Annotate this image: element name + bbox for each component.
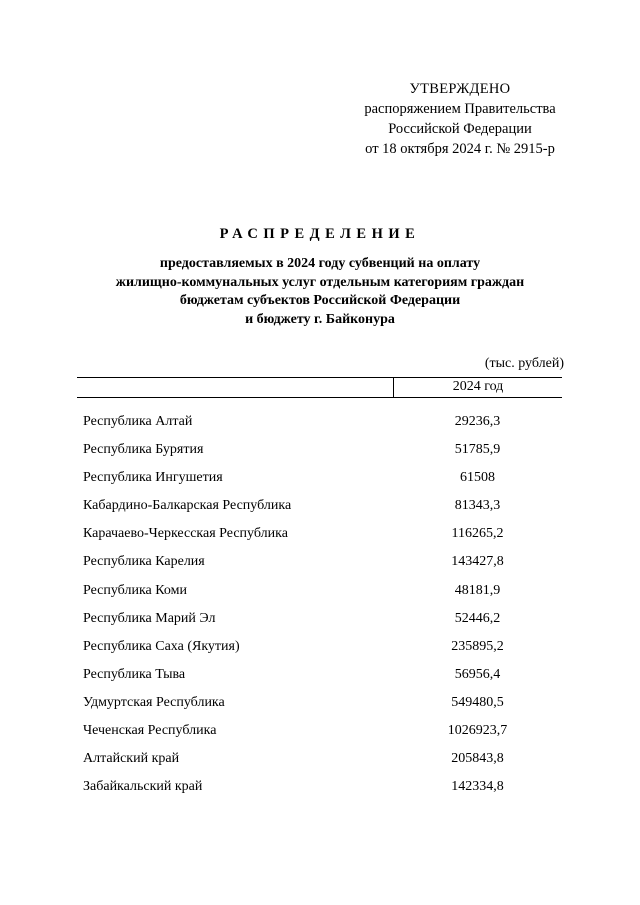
region-name: Республика Карелия	[83, 554, 205, 570]
table-row	[83, 667, 562, 695]
subsidy-value: 51785,9	[454, 442, 501, 458]
table-row	[83, 498, 562, 526]
approval-line-1: распоряжением Правительства	[364, 101, 556, 117]
subsidy-value: 143427,8	[451, 554, 504, 570]
approval-stamp	[340, 79, 580, 159]
approval-title: УТВЕРЖДЕНО	[409, 81, 511, 97]
heading-line-2: жилищно-коммунальных услуг отдельным категориям граждан	[115, 274, 525, 290]
approval-line-2: Российской Федерации	[388, 121, 532, 137]
subsidy-value: 29236,3	[454, 414, 501, 429]
region-name: Забайкальский край	[83, 779, 203, 795]
document-title: РАСПРЕДЕЛЕНИЕ	[219, 226, 421, 242]
table-row	[83, 470, 562, 498]
subsidy-value: 1026923,7	[447, 723, 508, 739]
region-name: Республика Марий Эл	[83, 610, 216, 626]
units-label: (тыс. рублей)	[484, 356, 564, 371]
column-header-year: 2024 год	[452, 379, 504, 394]
subsidy-value: 81343,3	[454, 498, 501, 514]
table-row	[83, 414, 562, 442]
region-name: Кабардино-Балкарская Республика	[83, 498, 292, 514]
subsidy-value: 205843,8	[451, 751, 504, 767]
table-row	[83, 526, 562, 554]
region-name: Республика Ингушетия	[83, 470, 223, 486]
table-row	[83, 639, 562, 667]
table-row	[83, 779, 562, 807]
region-name: Республика Алтай	[83, 414, 193, 429]
document-heading	[0, 226, 640, 329]
table-row	[83, 611, 562, 639]
table-row	[83, 695, 562, 723]
heading-line-3: бюджетам субъектов Российской Федерации	[179, 293, 461, 308]
subsidy-value: 549480,5	[451, 694, 504, 710]
approval-line-3: от 18 октября 2024 г. № 2915-р	[365, 141, 555, 157]
region-name: Карачаево-Черкесская Республика	[83, 526, 288, 542]
subsidy-value: 142334,8	[451, 779, 504, 795]
subsidy-value: 61508	[460, 470, 495, 486]
region-name: Республика Коми	[83, 582, 187, 598]
region-name: Республика Тыва	[83, 666, 186, 682]
region-name: Алтайский край	[83, 751, 180, 767]
region-name: Республика Саха (Якутия)	[83, 638, 240, 654]
heading-line-1: предоставляемых в 2024 году субвенций на оплату	[159, 256, 481, 271]
table-row	[83, 442, 562, 470]
subsidy-value: 116265,2	[451, 526, 504, 542]
region-name: Удмуртская Республика	[83, 694, 225, 710]
table-header	[77, 377, 562, 398]
table-body	[83, 414, 562, 807]
table-row	[83, 751, 562, 779]
table-row	[83, 583, 562, 611]
subsidy-value: 56956,4	[454, 666, 501, 682]
subsidy-value: 52446,2	[454, 610, 501, 626]
table-row	[83, 554, 562, 582]
subsidy-value: 235895,2	[451, 638, 504, 654]
region-name: Республика Бурятия	[83, 442, 204, 458]
table-row	[83, 723, 562, 751]
region-name: Чеченская Республика	[83, 723, 217, 739]
heading-line-4: и бюджету г. Байконура	[245, 311, 395, 327]
subsidy-value: 48181,9	[454, 582, 501, 598]
